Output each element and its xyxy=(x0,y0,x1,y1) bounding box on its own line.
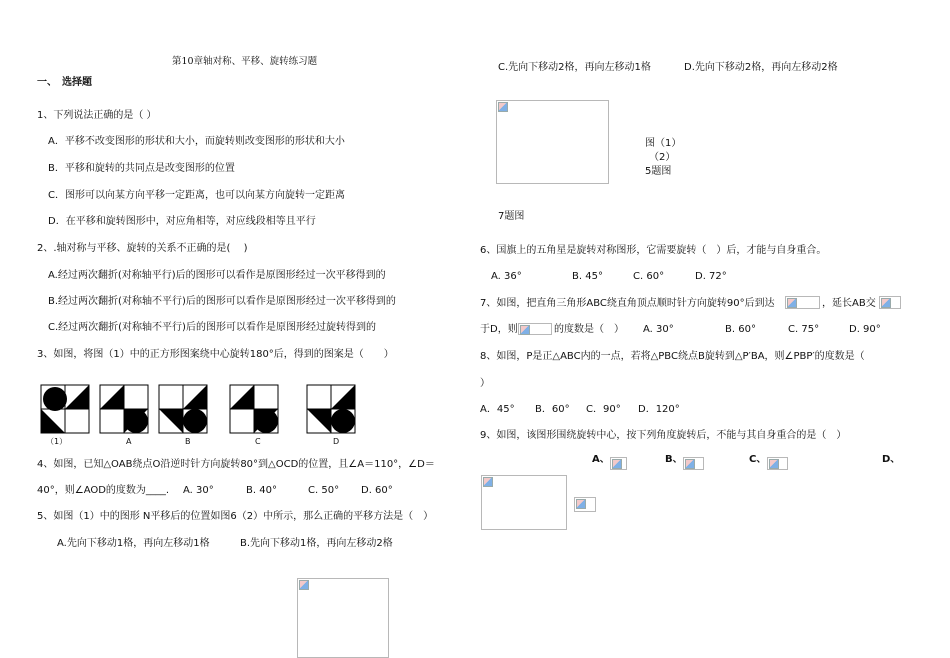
q5-option-c: C.先向下移动2格，再向左移动1格 xyxy=(498,62,651,73)
broken-image-icon xyxy=(520,325,530,335)
section-heading: 一、 选择题 xyxy=(37,77,92,88)
q6-option-c: C. 60° xyxy=(633,271,665,282)
figure-caption-q5: 5题图 xyxy=(645,166,672,177)
figure-caption-q7: 7题图 xyxy=(498,211,525,222)
broken-image-icon xyxy=(612,459,622,469)
q7-inline-image-2 xyxy=(879,296,901,309)
q8-option-c: C．90° xyxy=(586,404,621,415)
q1-stem: 1、下列说法正确的是（ ） xyxy=(37,110,157,121)
q2-option-b: B.经过两次翻折(对称轴不平行)后的图形可以看作是原图形经过一次平移得到的 xyxy=(48,296,396,307)
q4-option-d: D. 60° xyxy=(361,485,393,496)
q1-option-d: D．在平移和旋转图形中，对应角相等，对应线段相等且平行 xyxy=(48,216,316,227)
broken-image-icon xyxy=(576,499,586,509)
q7-stem-part3: 于D，则 xyxy=(480,324,518,335)
q1-option-c: C．图形可以向某方向平移一定距离，也可以向某方向旋转一定距离 xyxy=(48,190,345,201)
q5-stem: 5、如图（1）中的图形 N平移后的位置如图6（2）中所示，那么正确的平移方法是（ ） xyxy=(37,511,434,522)
q3-stem: 3、如图，将图（1）中的正方形图案绕中心旋转180°后，得到的图案是（ ） xyxy=(37,349,394,360)
q9-option-d-image xyxy=(574,497,596,512)
q9-option-c: C、 xyxy=(749,454,767,465)
q2-option-c: C.经过两次翻折(对称轴不平行)后的图形可以看作是原图形经过旋转得到的 xyxy=(48,322,376,333)
q4-stem-line2: 40°，则∠AOD的度数为____. xyxy=(37,485,170,496)
broken-image-icon xyxy=(685,459,695,469)
q3-label-b: B xyxy=(185,437,191,446)
q4-option-a: A. 30° xyxy=(183,485,214,496)
q7-stem-part4: 的度数是（ ） xyxy=(554,324,624,335)
q9-option-b: B、 xyxy=(665,454,683,465)
q9-option-d: D、 xyxy=(882,454,901,465)
q4-option-c: C. 50° xyxy=(308,485,340,496)
q7-option-b: B. 60° xyxy=(725,324,756,335)
q5-option-a: A.先向下移动1格，再向左移动1格 xyxy=(57,538,210,549)
q9-figure-image xyxy=(481,475,567,530)
q3-option-d-figure xyxy=(307,385,355,433)
q7-inline-image-1 xyxy=(785,296,820,309)
q7-option-c: C. 75° xyxy=(788,324,820,335)
broken-image-icon xyxy=(787,298,797,308)
figure-caption-2: （2） xyxy=(649,152,676,163)
q7-figure-image xyxy=(496,100,609,184)
q7-stem-part2: ，延长AB交 xyxy=(822,298,876,309)
q1-option-a: A．平移不改变图形的形状和大小，而旋转则改变图形的形状和大小 xyxy=(48,136,345,147)
broken-image-icon xyxy=(498,102,508,112)
q7-inline-image-3 xyxy=(518,323,552,335)
broken-image-icon xyxy=(299,580,309,590)
q2-option-a: A.经过两次翻折(对称轴平行)后的图形可以看作是原图形经过一次平移得到的 xyxy=(48,270,386,281)
q2-stem: 2、.轴对称与平移、旋转的关系不正确的是( ) xyxy=(37,243,248,254)
q5-option-d: D.先向下移动2格，再向左移动2格 xyxy=(684,62,838,73)
q3-option-c-figure xyxy=(230,385,278,433)
q3-figure-1 xyxy=(41,385,89,433)
q6-option-b: B. 45° xyxy=(572,271,603,282)
broken-image-icon xyxy=(881,298,891,308)
q6-option-a: A. 36° xyxy=(491,271,522,282)
q3-label-1: （1） xyxy=(46,437,68,446)
q9-stem: 9、如图，该图形围绕旋转中心，按下列角度旋转后，不能与其自身重合的是（ ） xyxy=(480,430,847,441)
q3-label-a: A xyxy=(126,437,132,446)
q5-figure-image xyxy=(297,578,389,658)
q9-option-b-image xyxy=(683,457,704,470)
q3-option-a-figure xyxy=(100,385,148,433)
q7-option-d: D. 90° xyxy=(849,324,881,335)
q3-option-b-figure xyxy=(159,385,207,433)
q1-option-b: B．平移和旋转的共同点是改变图形的位置 xyxy=(48,163,235,174)
q3-label-d: D xyxy=(333,437,340,446)
q8-stem: 8、如图，P是正△ABC内的一点，若将△PBC绕点B旋转到△P′BA，则∠PBP′的度数是（ xyxy=(480,351,865,362)
broken-image-icon xyxy=(769,459,779,469)
q4-stem-line1: 4、如图，已知△OAB绕点O沿逆时针方向旋转80°到△OCD的位置，且∠A＝110°，∠D＝ xyxy=(37,459,435,470)
q8-option-a: A．45° xyxy=(480,404,515,415)
q8-stem-close: ） xyxy=(480,378,490,389)
q7-stem-part1: 7、如图，把直角三角形ABC绕直角顶点顺时针方向旋转90°后到达 xyxy=(480,298,775,309)
q6-stem: 6、国旗上的五角星是旋转对称图形，它需要旋转（ ）后，才能与自身重合。 xyxy=(480,245,827,256)
figure-caption-1: 图（1） xyxy=(645,138,682,149)
doc-title: 第10章轴对称、平移、旋转练习题 xyxy=(172,56,318,67)
q5-option-b: B.先向下移动1格，再向左移动2格 xyxy=(240,538,393,549)
q8-option-d: D．120° xyxy=(638,404,680,415)
q6-option-d: D. 72° xyxy=(695,271,727,282)
q9-option-a-image xyxy=(610,457,627,470)
q4-option-b: B. 40° xyxy=(246,485,277,496)
q7-option-a: A. 30° xyxy=(643,324,674,335)
q9-option-a: A、 xyxy=(592,454,610,465)
q8-option-b: B．60° xyxy=(535,404,570,415)
q3-figure-strip xyxy=(40,384,370,449)
q3-label-c: C xyxy=(255,437,261,446)
q9-option-c-image xyxy=(767,457,788,470)
broken-image-icon xyxy=(483,477,493,487)
